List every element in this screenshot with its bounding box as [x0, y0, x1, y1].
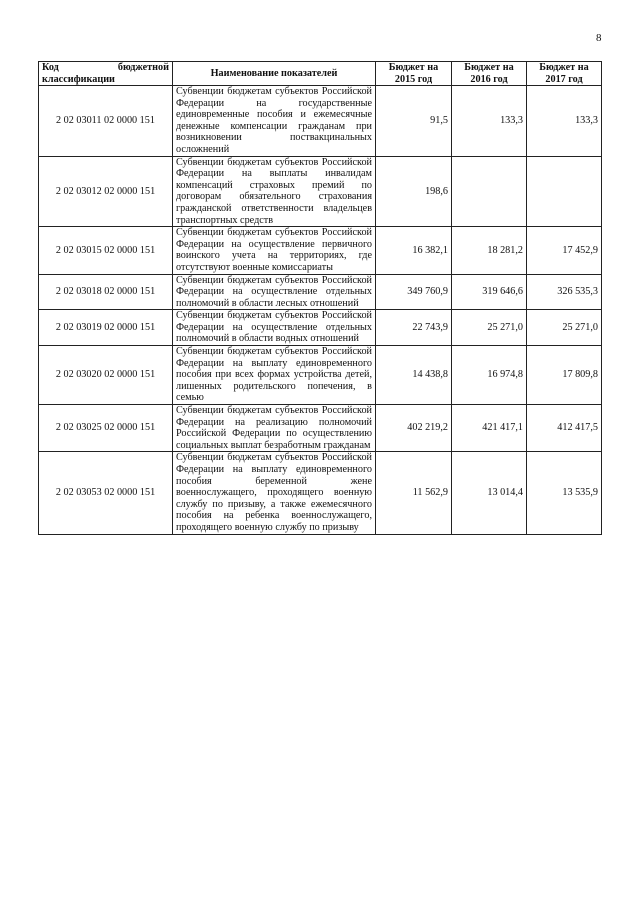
- header-budget-2017: Бюджет на 2017 год: [527, 62, 602, 86]
- budget-table: [38, 61, 602, 535]
- row-budget-2015: 11 562,9: [376, 452, 452, 534]
- row-budget-2017: 25 271,0: [527, 310, 602, 346]
- row-budget-2017: 326 535,3: [527, 274, 602, 310]
- row-name: Субвенции бюджетам субъектов Российской Федерации на осуществление отдельных полномочий в области лесных отношений: [173, 274, 376, 310]
- row-budget-2016: 16 974,8: [452, 346, 527, 405]
- table-row: [39, 274, 602, 310]
- table-row: [39, 156, 602, 227]
- row-code: 2 02 03019 02 0000 151: [39, 310, 173, 346]
- row-budget-2017: 17 452,9: [527, 227, 602, 274]
- page-number: 8: [596, 32, 602, 44]
- header-name: Наименование показателей: [173, 62, 376, 86]
- header-budget-2016: Бюджет на 2016 год: [452, 62, 527, 86]
- row-budget-2016: 13 014,4: [452, 452, 527, 534]
- table-row: [39, 452, 602, 534]
- row-budget-2015: 402 219,2: [376, 405, 452, 452]
- row-code: 2 02 03020 02 0000 151: [39, 346, 173, 405]
- row-code: 2 02 03018 02 0000 151: [39, 274, 173, 310]
- row-name: Субвенции бюджетам субъектов Российской Федерации на осуществление отдельных полномочий в области водных отношений: [173, 310, 376, 346]
- row-budget-2016: 25 271,0: [452, 310, 527, 346]
- table-row: [39, 346, 602, 405]
- row-budget-2015: 198,6: [376, 156, 452, 227]
- row-name: Субвенции бюджетам субъектов Российской Федерации на выплату единовременного пособия беременной жене военнослужащего, проходящего военную службу по призыву, а также ежемесячного пособия на ребенка военнослужащего, проходящего военную службу по призыву: [173, 452, 376, 534]
- table-row: [39, 86, 602, 157]
- row-name: Субвенции бюджетам субъектов Российской Федерации на осуществление первичного воинского учета на территориях, где отсутствуют военные комиссариаты: [173, 227, 376, 274]
- row-budget-2016: 421 417,1: [452, 405, 527, 452]
- row-budget-2017: 412 417,5: [527, 405, 602, 452]
- row-budget-2015: 14 438,8: [376, 346, 452, 405]
- row-budget-2017: 17 809,8: [527, 346, 602, 405]
- row-budget-2016: [452, 156, 527, 227]
- row-code: 2 02 03025 02 0000 151: [39, 405, 173, 452]
- table-row: [39, 405, 602, 452]
- header-budget-2015: Бюджет на 2015 год: [376, 62, 452, 86]
- row-code: 2 02 03053 02 0000 151: [39, 452, 173, 534]
- row-budget-2016: 319 646,6: [452, 274, 527, 310]
- row-budget-2015: 16 382,1: [376, 227, 452, 274]
- row-name: Субвенции бюджетам субъектов Российской Федерации на выплату единовременного пособия при всех формах устройства детей, лишенных родительского попечения, в семью: [173, 346, 376, 405]
- row-budget-2017: 133,3: [527, 86, 602, 157]
- table-header-row: [39, 62, 602, 86]
- header-code: Код бюджетной классификации: [39, 62, 173, 86]
- row-code: 2 02 03015 02 0000 151: [39, 227, 173, 274]
- row-budget-2015: 91,5: [376, 86, 452, 157]
- row-budget-2017: [527, 156, 602, 227]
- table-row: [39, 227, 602, 274]
- row-budget-2015: 22 743,9: [376, 310, 452, 346]
- row-budget-2016: 133,3: [452, 86, 527, 157]
- row-budget-2016: 18 281,2: [452, 227, 527, 274]
- row-name: Субвенции бюджетам субъектов Российской Федерации на реализацию полномочий Российской Федерации по осуществлению социальных выплат безработным гражданам: [173, 405, 376, 452]
- row-budget-2017: 13 535,9: [527, 452, 602, 534]
- row-name: Субвенции бюджетам субъектов Российской Федерации на государственные единовременные пособия и ежемесячные денежные компенсации гражданам при возникновении поствакцинальных осложнений: [173, 86, 376, 157]
- table-row: [39, 310, 602, 346]
- row-code: 2 02 03012 02 0000 151: [39, 156, 173, 227]
- row-budget-2015: 349 760,9: [376, 274, 452, 310]
- row-name: Субвенции бюджетам субъектов Российской Федерации на выплаты инвалидам компенсаций страховых премий по договорам обязательного страхования гражданской ответственности владельцев транспортных средств: [173, 156, 376, 227]
- row-code: 2 02 03011 02 0000 151: [39, 86, 173, 157]
